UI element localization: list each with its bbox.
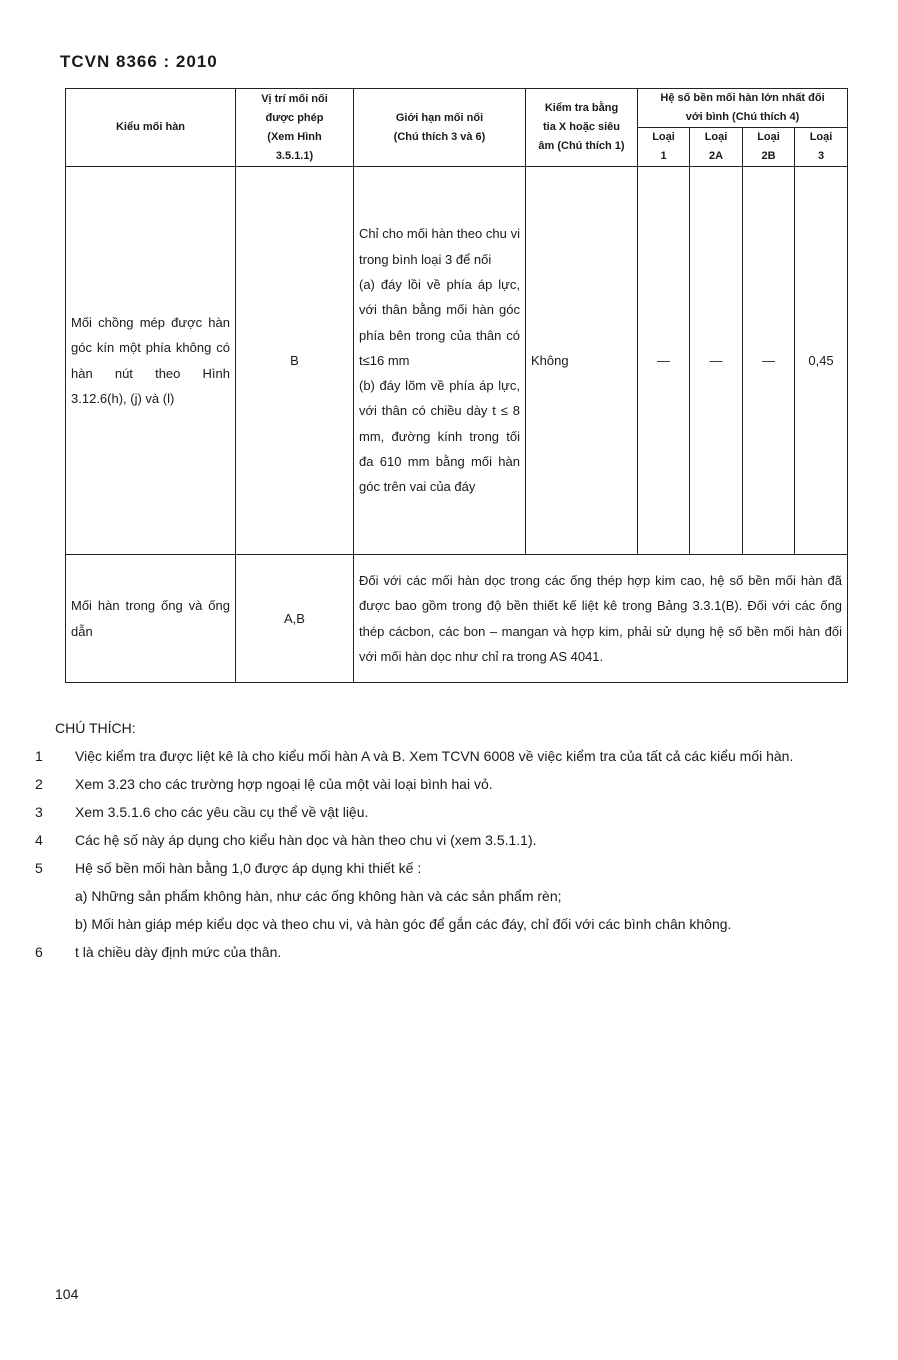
note-item (35, 938, 850, 966)
cell-factor-1: — (638, 167, 690, 555)
limit-text: (b) đáy lõm về phía áp lực, với thân có chiều dày t ≤ 8 mm, đường kính trong tối đa 610 mm bằng mối hàn góc trên vai của đáy (359, 378, 520, 495)
note-text: Xem 3.23 cho các trường hợp ngoại lệ của một vài loại bình hai vỏ. (75, 776, 493, 792)
cell-limit (354, 167, 526, 555)
header-line: 2A (708, 150, 724, 162)
weld-factor-table (65, 88, 848, 683)
header-weld-type: Kiểu mối hàn (66, 89, 236, 167)
header-class-2a (690, 128, 743, 167)
limit-text: (a) đáy lồi về phía áp lực, với thân bằng mối hàn góc phía bên trong của thân có t≤16 mm (359, 276, 520, 368)
note-item (35, 798, 850, 826)
cell-xray: Không (526, 167, 638, 555)
header-line: với bình (Chú thích 4) (685, 111, 800, 123)
header-class-1 (638, 128, 690, 167)
notes-section (35, 714, 850, 966)
header-line: Hệ số bền mối hàn lớn nhất đối (660, 92, 825, 104)
header-line: âm (Chú thích 1) (538, 140, 625, 152)
header-weld-factor (638, 89, 848, 128)
cell-factor-2b: — (743, 167, 795, 555)
header-line: Loại (652, 131, 675, 143)
table-row (66, 555, 848, 683)
cell-weld-type: Mối hàn trong ống và ống dẫn (66, 555, 236, 683)
note-item (35, 770, 850, 798)
note-item (35, 854, 850, 882)
header-line: 3.5.1.1) (275, 149, 314, 162)
header-line: Loại (809, 131, 833, 143)
header-xray-test (526, 89, 638, 167)
cell-position: A,B (236, 555, 354, 683)
header-line: (Chú thích 3 và 6) (393, 130, 486, 143)
notes-title: CHÚ THÍCH: (55, 720, 136, 736)
cell-pipe-note: Đối với các mối hàn dọc trong các ống thép hợp kim cao, hệ số bền mối hàn đã được bao gồm trong độ bền thiết kế liệt kê trong Bảng 3.3.1(B). Đối với các ống thép cácbon, các bon – mangan và hợp kim, phải sử dụng hệ số bền mối hàn đối với mối hàn dọc như chỉ ra trong AS 4041. (354, 555, 848, 683)
header-class-2b (743, 128, 795, 167)
header-line: 1 (660, 150, 667, 162)
cell-factor-2a: — (690, 167, 743, 555)
note-subitem: b) Mối hàn giáp mép kiểu dọc và theo chu vi, và hàn góc để gắn các đáy, chỉ đối với các bình chân không. (75, 916, 732, 932)
note-subitem: a) Những sản phẩm không hàn, như các ống không hàn và các sản phẩm rèn; (75, 888, 562, 904)
cell-factor-3: 0,45 (795, 167, 848, 555)
header-line: Giới hạn mối nối (395, 111, 484, 124)
header-line: 2B (761, 150, 776, 162)
header-joint-position (236, 89, 354, 167)
header-line: Kiểm tra bằng (544, 102, 619, 114)
note-item (35, 826, 850, 854)
note-number: 3 (35, 804, 43, 820)
note-text: t là chiều dày định mức của thân. (75, 944, 282, 960)
note-item (35, 742, 850, 770)
cell-weld-type: Mối chồng mép được hàn góc kín một phía không có hàn nút theo Hình 3.12.6(h), (j) và (l) (66, 167, 236, 555)
header-line: 3 (817, 150, 825, 162)
header-line: tia X hoặc siêu (542, 121, 621, 133)
note-number: 5 (35, 860, 43, 876)
note-text: Hệ số bền mối hàn bằng 1,0 được áp dụng khi thiết kế : (75, 860, 422, 876)
header-line: Vị trí mối nối (261, 92, 328, 105)
header-joint-limit (354, 89, 526, 167)
cell-position: B (236, 167, 354, 555)
note-text: Xem 3.5.1.6 cho các yêu cầu cụ thể về vật liệu. (75, 804, 369, 820)
table-row (66, 167, 848, 555)
note-number: 2 (35, 776, 43, 792)
note-number: 4 (35, 832, 43, 848)
header-line: (Xem Hình (267, 130, 322, 143)
header-line: Loại (704, 131, 728, 143)
page-number: 104 (55, 1286, 79, 1302)
note-number: 1 (35, 748, 43, 764)
limit-text: Chỉ cho mối hàn theo chu vi trong bình loại 3 để nối (359, 226, 520, 267)
header-line: được phép (265, 111, 324, 124)
note-text: Việc kiểm tra được liệt kê là cho kiểu mối hàn A và B. Xem TCVN 6008 về việc kiểm tra của tất cả các kiểu mối hàn. (75, 748, 794, 764)
note-text: Các hệ số này áp dụng cho kiểu hàn dọc và hàn theo chu vi (xem 3.5.1.1). (75, 832, 537, 848)
table-header-row (66, 89, 848, 128)
header-line: Loại (757, 131, 780, 143)
header-class-3 (795, 128, 848, 167)
standard-code: TCVN 8366 : 2010 (60, 52, 218, 71)
note-number: 6 (35, 944, 43, 960)
